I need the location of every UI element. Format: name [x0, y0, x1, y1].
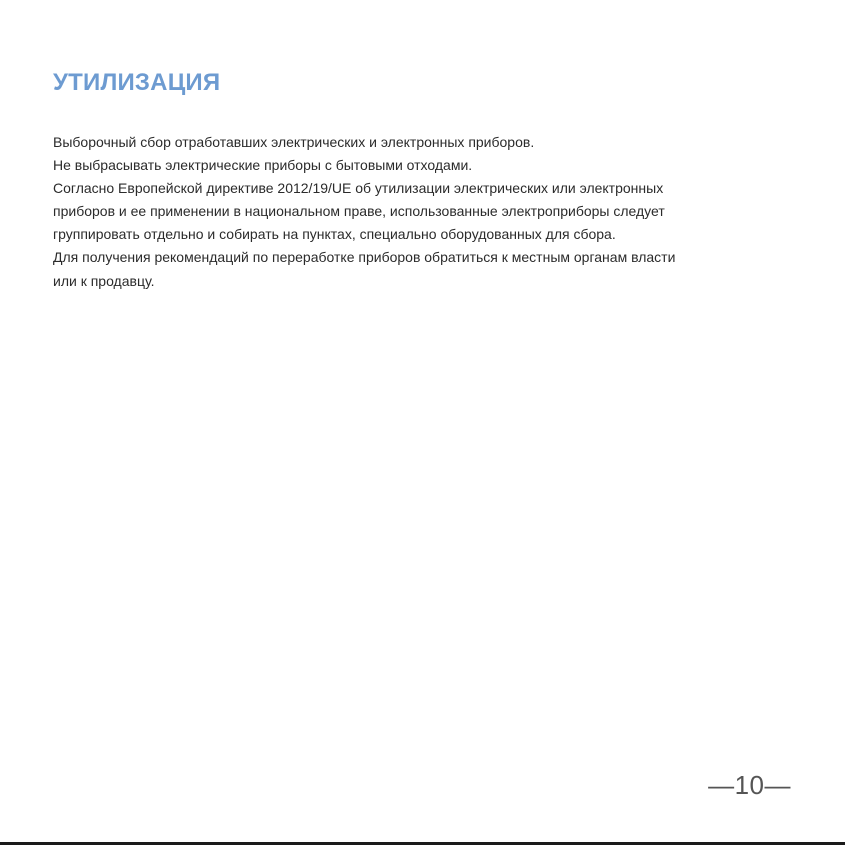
- text-line: приборов и ее применении в национальном праве, использованные электроприборы следует: [53, 203, 665, 220]
- page-number: —10—: [708, 770, 791, 800]
- text-line: или к продавцу.: [53, 272, 155, 289]
- text-line: Для получения рекомендаций по переработке приборов обратиться к местным органам власти: [53, 249, 676, 266]
- text-line: Не выбрасывать электрические приборы с бытовыми отходами.: [53, 157, 473, 174]
- text-line: Выборочный сбор отработавших электрических и электронных приборов.: [53, 134, 535, 150]
- text-line: группировать отдельно и собирать на пунктах, специально оборудованных для сбора.: [53, 226, 616, 243]
- section-title: УТИЛИЗАЦИЯ: [53, 69, 221, 96]
- disposal-instructions: [53, 131, 813, 293]
- text-line: Согласно Европейской директиве 2012/19/UE об утилизации электрических или электронных: [53, 180, 664, 197]
